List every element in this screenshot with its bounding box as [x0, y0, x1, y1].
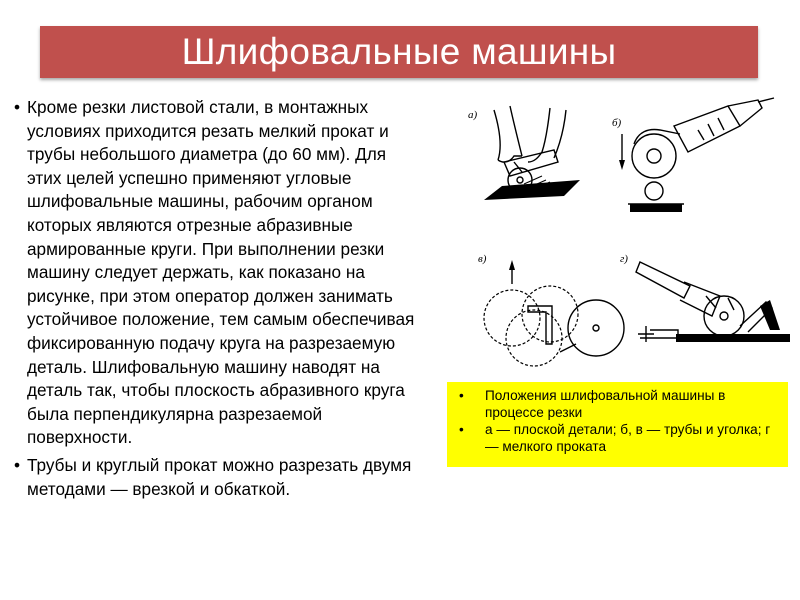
figure-g: [620, 246, 798, 356]
paragraph-text: Кроме резки листовой стали, в монтажных условиях приходится резать мелкий прокат и трубы небольшого диаметра (до 60 мм). Для этих целей успешно применяют угловые шлифовальные машины, рабочим органом которых являются отрезные абразивные армированные круги. При выполнении резки машину следует держать, как показано на рисунке, при этом оператор должен занимать устойчивое положение, тем самым обеспечивая фиксированную подачу круга на разрезаемую деталь. Шлифовальную машину наводят на деталь так, чтобы плоскость абразивного круга была перпендикулярна разрезаемой поверхности.: [27, 97, 415, 448]
figure-b: [608, 96, 778, 220]
figure-label-v: в): [478, 253, 487, 265]
caption-item: [455, 388, 778, 421]
paragraph-text: Трубы и круглый прокат можно разрезать двумя методами — врезкой и обкаткой.: [27, 454, 412, 499]
body-text: [10, 96, 420, 505]
figure-label-a: а): [468, 109, 478, 121]
bullet-icon: •: [459, 422, 464, 437]
caption-text: Положения шлифовальной машины в процессе резки: [485, 388, 726, 420]
paragraph-pipes: [10, 454, 420, 501]
bullet-icon: •: [14, 97, 21, 117]
figure-label-g: г): [620, 253, 628, 265]
caption-text: а — плоской детали; б, в — трубы и уголка; г — мелкого проката: [485, 422, 771, 454]
page-title: Шлифовальные машины: [181, 31, 617, 72]
caption-item: [455, 422, 778, 455]
bullet-icon: •: [459, 388, 464, 403]
title-bar: [40, 26, 758, 78]
paragraph-cutting: [10, 96, 420, 450]
figure-label-b: б): [612, 117, 622, 129]
figure-a: [462, 100, 602, 215]
bullet-icon: •: [14, 454, 21, 475]
figure-caption: [447, 382, 788, 467]
